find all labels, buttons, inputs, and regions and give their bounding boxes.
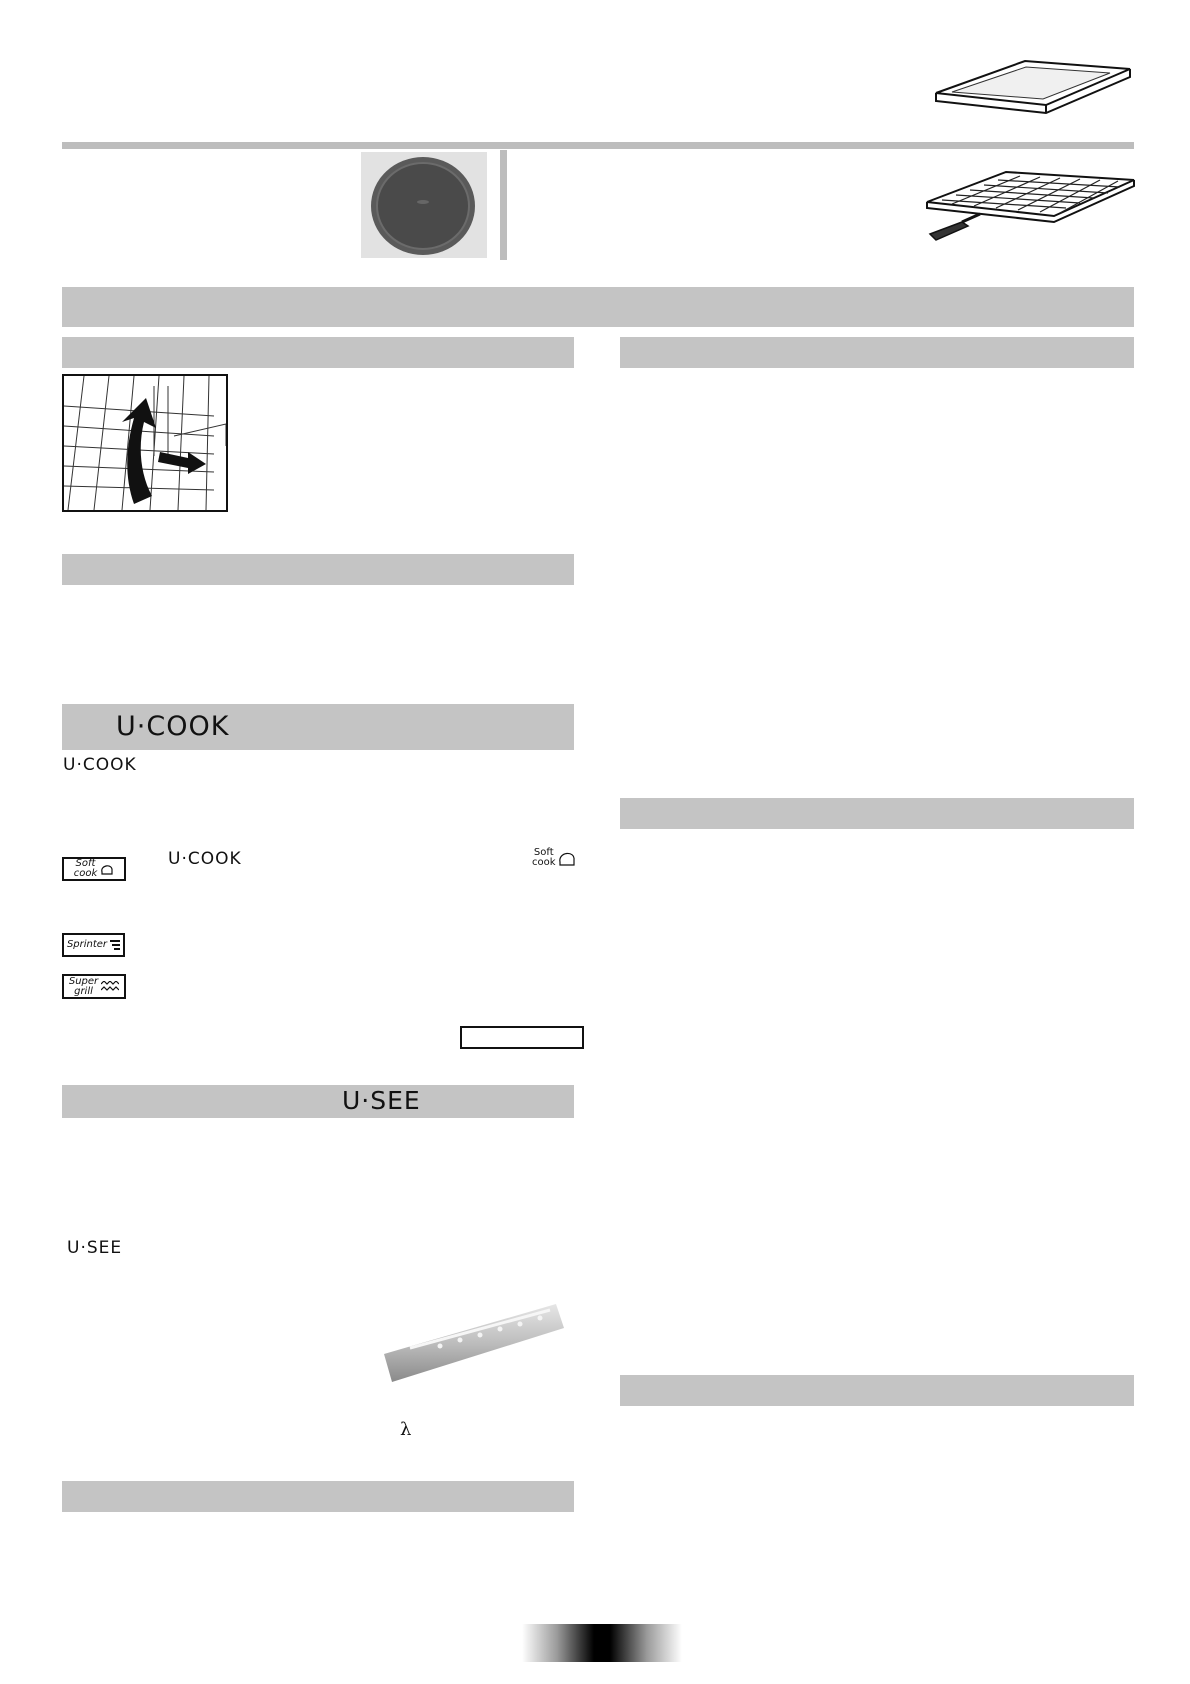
lambda-symbol: λ [400, 1419, 412, 1440]
oven-light-tube-photo [380, 1298, 566, 1384]
softcook-badge-label: Soft cook [73, 858, 98, 879]
ucook-row-logo: U·COOK [168, 849, 242, 869]
speed-lines-icon [110, 939, 120, 951]
left-header-bar-1 [62, 337, 574, 368]
grill-rack-illustration [922, 168, 1138, 244]
left-header-bar-2 [62, 554, 574, 585]
supergrill-badge-label: Super grill [68, 975, 99, 997]
softcook-badge [62, 857, 126, 881]
usee-inline-logo: U·SEE [67, 1238, 123, 1258]
right-header-bar-3 [620, 1375, 1134, 1406]
shelf-removal-diagram [62, 374, 228, 512]
dome-icon [558, 849, 576, 867]
usee-header-logo: U·SEE [342, 1086, 421, 1115]
right-header-bar-1 [620, 337, 1134, 368]
ucook-inline-logo: U·COOK [63, 755, 137, 775]
ucook-header-logo: U·COOK [116, 711, 230, 742]
sprinter-badge-label: Sprinter [66, 939, 108, 950]
softcook-inline-mark [532, 846, 588, 870]
sprinter-badge [62, 933, 125, 957]
top-divider [62, 142, 1134, 149]
left-header-bar-bottom [62, 1481, 574, 1512]
section-header-bar [62, 287, 1134, 327]
usee-header-bar [62, 1085, 574, 1118]
pizza-pan-photo [361, 152, 487, 258]
supergrill-badge [62, 974, 126, 999]
dome-icon [100, 862, 114, 876]
heat-waves-icon [101, 981, 119, 993]
round-pan-icon [361, 152, 487, 258]
rack-removal-icon [64, 376, 226, 510]
vertical-divider [500, 150, 507, 260]
right-header-bar-2 [620, 798, 1134, 829]
page-number-tab [522, 1624, 682, 1662]
baking-tray-illustration [930, 55, 1135, 115]
softcook-inline-label: Soft cook [532, 847, 556, 868]
empty-outline-box [460, 1026, 584, 1049]
